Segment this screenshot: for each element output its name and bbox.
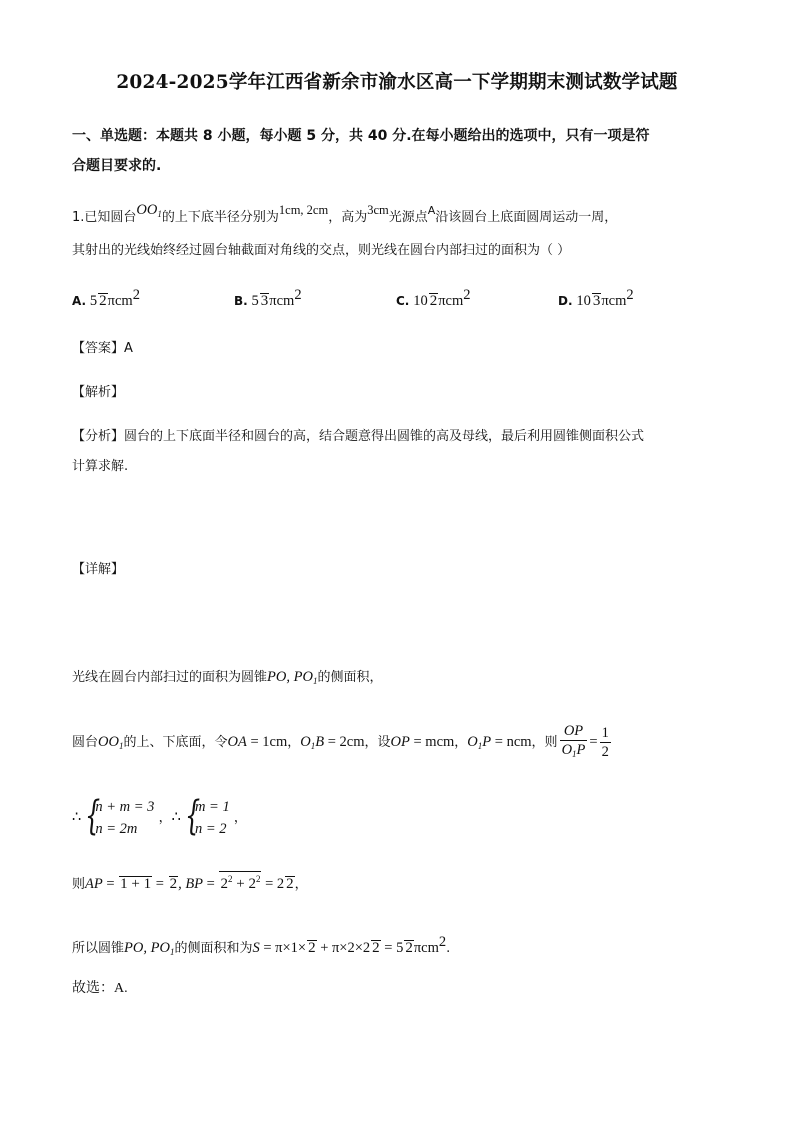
math-o1b-value: = 2cm (324, 734, 365, 750)
therefore-symbol: ∴ (72, 809, 82, 826)
math-expr: = π×1× (259, 940, 307, 956)
math-radicand: $2^2 + 2^2$ (219, 871, 261, 891)
system-row: m = 1 (194, 799, 230, 815)
math-radicand: 1 + 1 (120, 876, 152, 892)
math-radicand: 2 (308, 940, 316, 956)
fraction-numerator: 1 (601, 725, 609, 741)
math-oo1: $OO_1$ (98, 734, 124, 751)
detail-heading: 【详解】 (72, 562, 125, 577)
option-d: D. 10 3πcm$^2$ (558, 287, 634, 309)
section-heading-line2: 合题目要求的. (72, 158, 162, 174)
detail-text: 则 (72, 877, 86, 892)
option-unit: πcm (438, 293, 464, 309)
question-line1 (72, 202, 732, 236)
fraction-one-half (600, 724, 611, 761)
detail-line3: ∴ { n + m = 3 n = 2m ，∴ { m = 1 n = 2 ， (72, 793, 247, 839)
option-a: A. 5 2πcm$^2$ (72, 287, 140, 309)
detail-line5: 所以圆锥PO, $PO_1$的侧面积和为S = π×1× 2 + π×2×2 2 = 5 2πcm$^2$. (72, 934, 451, 957)
math-radicand: 2 (405, 940, 413, 956)
page-title: 2024-2025学年江西省新余市渝水区高一下学期期末测试数学试题 (116, 72, 678, 93)
math-radii: 1cm, 2cm (278, 203, 329, 217)
math-ap: AP (85, 876, 103, 892)
math-p: P (482, 734, 492, 750)
math-o1b: $O_1B$ (300, 734, 325, 751)
detail-text: 的侧面积， (317, 670, 383, 685)
math-cones: PO, $PO_1$ (267, 669, 318, 686)
option-label: A. (72, 294, 87, 308)
math-oo1: $OO_1$ (136, 202, 162, 219)
option-unit: πcm (269, 293, 295, 309)
option-radicand: 3 (260, 293, 269, 309)
math-equals: = (203, 876, 219, 892)
math-o: O (467, 734, 478, 750)
option-label: C. (396, 294, 410, 308)
question-number: 1. (72, 210, 85, 225)
math-equals: = (102, 876, 119, 892)
option-radicand: 2 (429, 293, 438, 309)
question-1 (72, 202, 732, 266)
section-heading (72, 121, 732, 181)
math-cones: PO, $PO_1$ (124, 940, 175, 957)
detail-text: ，则 (531, 735, 558, 750)
math-oo: OO (136, 202, 158, 218)
math-equals: = 2 (261, 876, 285, 892)
math-s: S (252, 940, 260, 956)
option-coef: 10 (576, 293, 591, 309)
math-equals: = (152, 876, 168, 892)
system-row: n + m = 3 (95, 799, 155, 815)
detail-line1 (72, 662, 732, 696)
math-oa-value: = 1cm (246, 734, 288, 750)
math-b: B (315, 734, 325, 750)
analysis-line1: 【分析】圆台的上下底面半径和圆台的高，结合题意得出圆锥的高及母线，最后利用圆锥侧面积公式 (72, 429, 645, 444)
detail-text: 光线在圆台内部扫过的面积为圆锥 (72, 670, 268, 685)
detail-line4 (72, 869, 732, 900)
math-op: OP (390, 734, 410, 750)
fraction-denominator: 2 (601, 744, 609, 760)
fraction-op-o1p (560, 722, 588, 763)
math-radicand: 2 (169, 876, 178, 892)
fraction-numerator: OP (560, 722, 588, 741)
option-label: B. (234, 294, 248, 308)
math-radicand: 2 (372, 940, 380, 956)
question-text: 已知圆台 (84, 210, 137, 225)
equation-system-2: { m = 1 n = 2 (184, 793, 230, 839)
math-o: O (300, 734, 311, 750)
option-radicand: 3 (592, 293, 601, 309)
detail-text: 的侧面积和为 (174, 941, 253, 956)
option-unit: πcm (107, 293, 133, 309)
option-coef: 5 (89, 293, 98, 309)
question-text: 沿该圆台上底面圆周运动一周， (435, 210, 618, 225)
answer: 【答案】A (72, 341, 133, 356)
math-p: P (576, 742, 586, 758)
option-b: B. 5 3πcm$^2$ (234, 287, 302, 309)
math-oa: OA (227, 734, 247, 750)
math-o: O (561, 742, 573, 758)
math-base: + 2 (232, 876, 256, 892)
analysis-line2: 计算求解. (72, 459, 129, 474)
math-expr: = 5 (380, 940, 404, 956)
question-text: ，高为 (328, 210, 368, 225)
system-row: n = 2m (95, 821, 138, 837)
option-radicand: 2 (99, 293, 107, 309)
math-point-a: A (427, 204, 436, 217)
detail-conclusion: 故选：A. (72, 981, 128, 996)
option-c: C. 10 2πcm$^2$ (396, 287, 471, 309)
option-unit: πcm (601, 293, 627, 309)
analysis-text (72, 422, 732, 482)
question-line2: 其射出的光线始终经过圆台轴截面对角线的交点，则光线在圆台内部扫过的面积为（ ） (72, 243, 571, 258)
detail-text: 圆台 (72, 735, 99, 750)
math-unit: πcm (413, 940, 439, 956)
section-heading-line1: 一、单选题：本题共 8 小题，每小题 5 分，共 40 分.在每小题给出的选项中，只有一项是符 (72, 128, 650, 144)
option-coef: 5 (251, 293, 259, 309)
detail-text: ，设 (364, 735, 391, 750)
analysis-heading: 【解析】 (72, 385, 125, 400)
math-o1p-value: = ncm (491, 734, 532, 750)
math-base: 2 (220, 876, 228, 892)
math-expr: + π×2×2 (316, 940, 371, 956)
detail-text: ， (294, 877, 308, 892)
question-text: 的上下底半径分别为 (161, 210, 279, 225)
math-po: PO, PO (267, 669, 313, 685)
math-po: PO, PO (124, 940, 170, 956)
therefore-symbol: ∴ (171, 809, 181, 826)
option-label: D. (558, 294, 573, 308)
system-row: n = 2 (194, 821, 227, 837)
question-text: 光源点 (388, 210, 428, 225)
detail-text: 的上、下底面，令 (123, 735, 228, 750)
math-height: 3cm (367, 203, 389, 217)
math-oo: OO (98, 734, 119, 750)
equation-system-1: { n + m = 3 n = 2m (85, 793, 155, 839)
math-bp: , BP (178, 876, 204, 892)
detail-line2: 圆台$OO_1$的上、下底面，令OA = 1cm，$O_1B = 2cm$，设OP = mcm，$O_1P$ = ncm，则 $\frac{OP}{O_1P}$ = $\frac{1}{2}$ (72, 722, 732, 763)
detail-text: 所以圆锥 (72, 941, 125, 956)
math-op-value: = mcm (409, 734, 455, 750)
math-o1p: $O_1P$ (467, 734, 492, 751)
option-coef: 10 (413, 293, 428, 309)
fraction-denominator: $O_1P$ (561, 742, 586, 759)
math-radicand: 2 (286, 876, 294, 892)
